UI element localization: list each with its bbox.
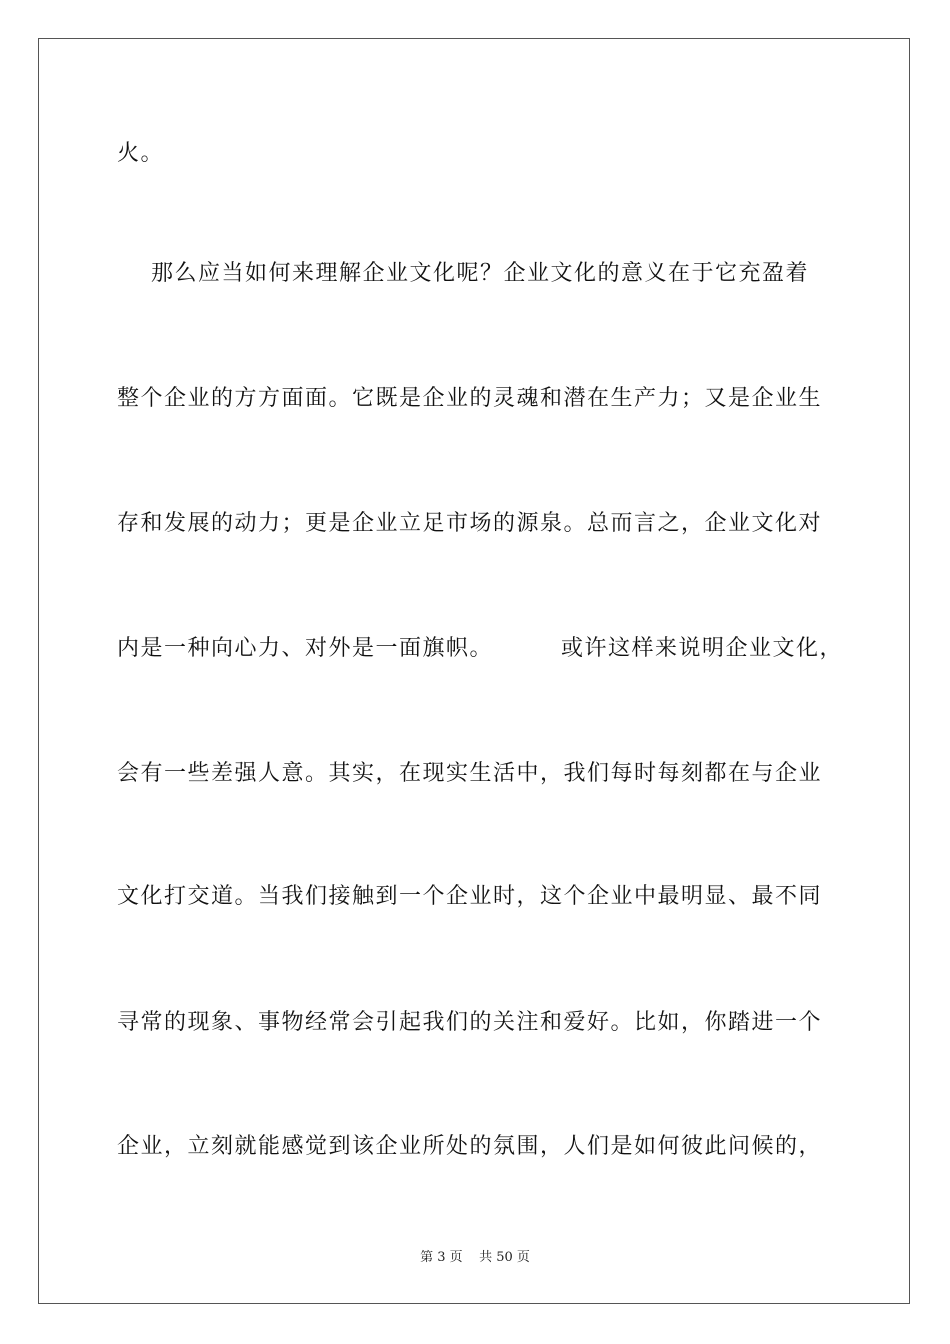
- paragraph-line: 企业，立刻就能感觉到该企业所处的氛围，人们是如何彼此问候的，: [117, 1134, 823, 1159]
- paragraph-line: 整个企业的方方面面。它既是企业的灵魂和潜在生产力；又是企业生: [117, 386, 823, 411]
- page-number-footer: 第 3 页 共 50 页: [420, 1250, 530, 1265]
- page-border: [38, 38, 910, 1304]
- paragraph-line: 内是一种向心力、对外是一面旗帜。 或许这样来说明企业文化，: [117, 636, 843, 661]
- paragraph-line: 文化打交道。当我们接触到一个企业时，这个企业中最明显、最不同: [117, 884, 823, 909]
- paragraph-line: 会有一些差强人意。其实，在现实生活中，我们每时每刻都在与企业: [117, 761, 823, 786]
- paragraph-line: 火。: [117, 141, 165, 166]
- paragraph-line: 存和发展的动力；更是企业立足市场的源泉。总而言之，企业文化对: [117, 511, 823, 536]
- paragraph-line: 那么应当如何来理解企业文化呢？企业文化的意义在于它充盈着: [117, 261, 809, 286]
- paragraph-line: 寻常的现象、事物经常会引起我们的关注和爱好。比如，你踏进一个: [117, 1010, 823, 1035]
